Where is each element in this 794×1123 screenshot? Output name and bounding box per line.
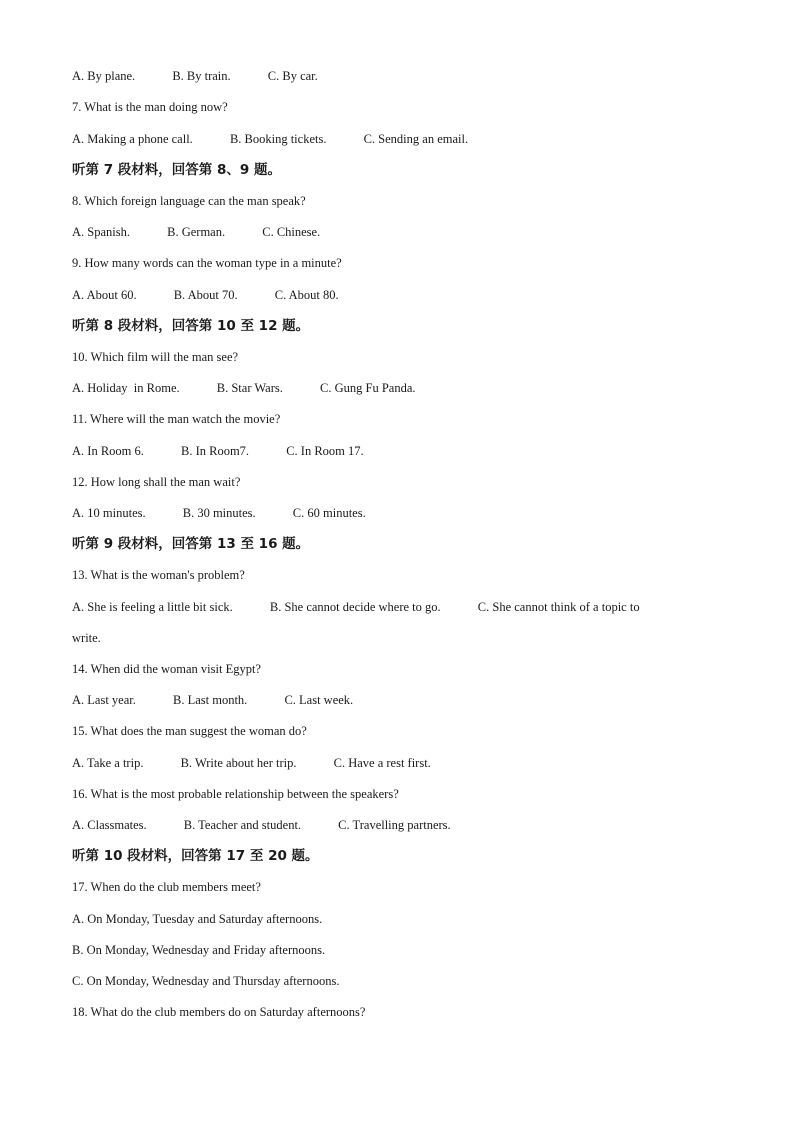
q10-options — [72, 380, 416, 396]
q7-option-b: B. Booking tickets. — [229, 132, 327, 146]
q18-question: 18. What do the club members do on Saturday afternoons? — [72, 1005, 366, 1019]
q8-option-a: A. Spanish. — [72, 225, 130, 239]
q16-option-a: A. Classmates. — [72, 818, 147, 832]
section-9-heading: 听第 9 段材料，回答第 13 至 16 题。 — [72, 536, 310, 552]
q11-question: 11. Where will the man watch the movie? — [72, 412, 281, 426]
q11-option-c: C. In Room 17. — [286, 444, 364, 458]
q15-option-a: A. Take a trip. — [72, 756, 144, 770]
q15-option-b: B. Write about her trip. — [180, 756, 297, 770]
section-10-heading: 听第 10 段材料，回答第 17 至 20 题。 — [72, 848, 319, 864]
q8-options — [72, 224, 320, 240]
q14-option-a: A. Last year. — [72, 693, 136, 707]
q17-option-a: A. On Monday, Tuesday and Saturday afternoons. — [72, 912, 323, 926]
section-7-heading: 听第 7 段材料，回答第 8、9 题。 — [72, 162, 281, 178]
q11-option-b: B. In Room7. — [181, 444, 250, 458]
q10-option-c: C. Gung Fu Panda. — [320, 381, 416, 395]
q8-option-c: C. Chinese. — [262, 225, 321, 239]
q17-option-b: B. On Monday, Wednesday and Friday afternoons. — [72, 943, 326, 957]
q6-option-a: A. By plane. — [72, 69, 136, 83]
q13-question: 13. What is the woman's problem? — [72, 568, 245, 582]
q10-question: 10. Which film will the man see? — [72, 350, 239, 364]
q11-options — [72, 443, 364, 459]
q7-option-c: C. Sending an email. — [363, 132, 469, 146]
q9-option-a: A. About 60. — [72, 288, 137, 302]
q9-question: 9. How many words can the woman type in a minute? — [72, 256, 342, 270]
q9-option-c: C. About 80. — [274, 288, 339, 302]
q7-question: 7. What is the man doing now? — [72, 100, 228, 114]
q15-option-c: C. Have a rest first. — [333, 756, 431, 770]
q12-option-c: C. 60 minutes. — [292, 506, 366, 520]
q9-option-b: B. About 70. — [173, 288, 238, 302]
q15-options — [72, 755, 431, 771]
q14-options — [72, 692, 353, 708]
q16-option-c: C. Travelling partners. — [338, 818, 451, 832]
q7-option-a: A. Making a phone call. — [72, 132, 193, 146]
q17-option-c: C. On Monday, Wednesday and Thursday afternoons. — [72, 974, 340, 988]
q13-option-a: A. She is feeling a little bit sick. — [72, 600, 233, 614]
q11-option-a: A. In Room 6. — [72, 444, 144, 458]
q16-question: 16. What is the most probable relationship between the speakers? — [72, 787, 399, 801]
q17-question: 17. When do the club members meet? — [72, 880, 261, 894]
q10-option-b: B. Star Wars. — [216, 381, 283, 395]
q13-option-c: C. She cannot think of a topic to — [477, 600, 640, 614]
q13-option-continuation: write. — [72, 631, 101, 645]
q14-question: 14. When did the woman visit Egypt? — [72, 662, 261, 676]
q12-question: 12. How long shall the man wait? — [72, 475, 241, 489]
q6-options — [72, 68, 318, 84]
q12-options — [72, 505, 366, 521]
q6-option-c: C. By car. — [267, 69, 318, 83]
q9-options — [72, 287, 339, 303]
q6-option-b: B. By train. — [172, 69, 231, 83]
q16-option-b: B. Teacher and student. — [183, 818, 302, 832]
q13-option-b: B. She cannot decide where to go. — [269, 600, 441, 614]
q8-question: 8. Which foreign language can the man speak? — [72, 194, 306, 208]
q14-option-b: B. Last month. — [173, 693, 248, 707]
q8-option-b: B. German. — [167, 225, 226, 239]
q13-options — [72, 599, 640, 615]
q15-question: 15. What does the man suggest the woman do? — [72, 724, 307, 738]
section-8-heading: 听第 8 段材料，回答第 10 至 12 题。 — [72, 318, 310, 334]
q12-option-b: B. 30 minutes. — [182, 506, 256, 520]
q16-options — [72, 817, 451, 833]
q14-option-c: C. Last week. — [284, 693, 354, 707]
q12-option-a: A. 10 minutes. — [72, 506, 146, 520]
q7-options — [72, 131, 468, 147]
q10-option-a: A. Holiday in Rome. — [72, 381, 180, 395]
